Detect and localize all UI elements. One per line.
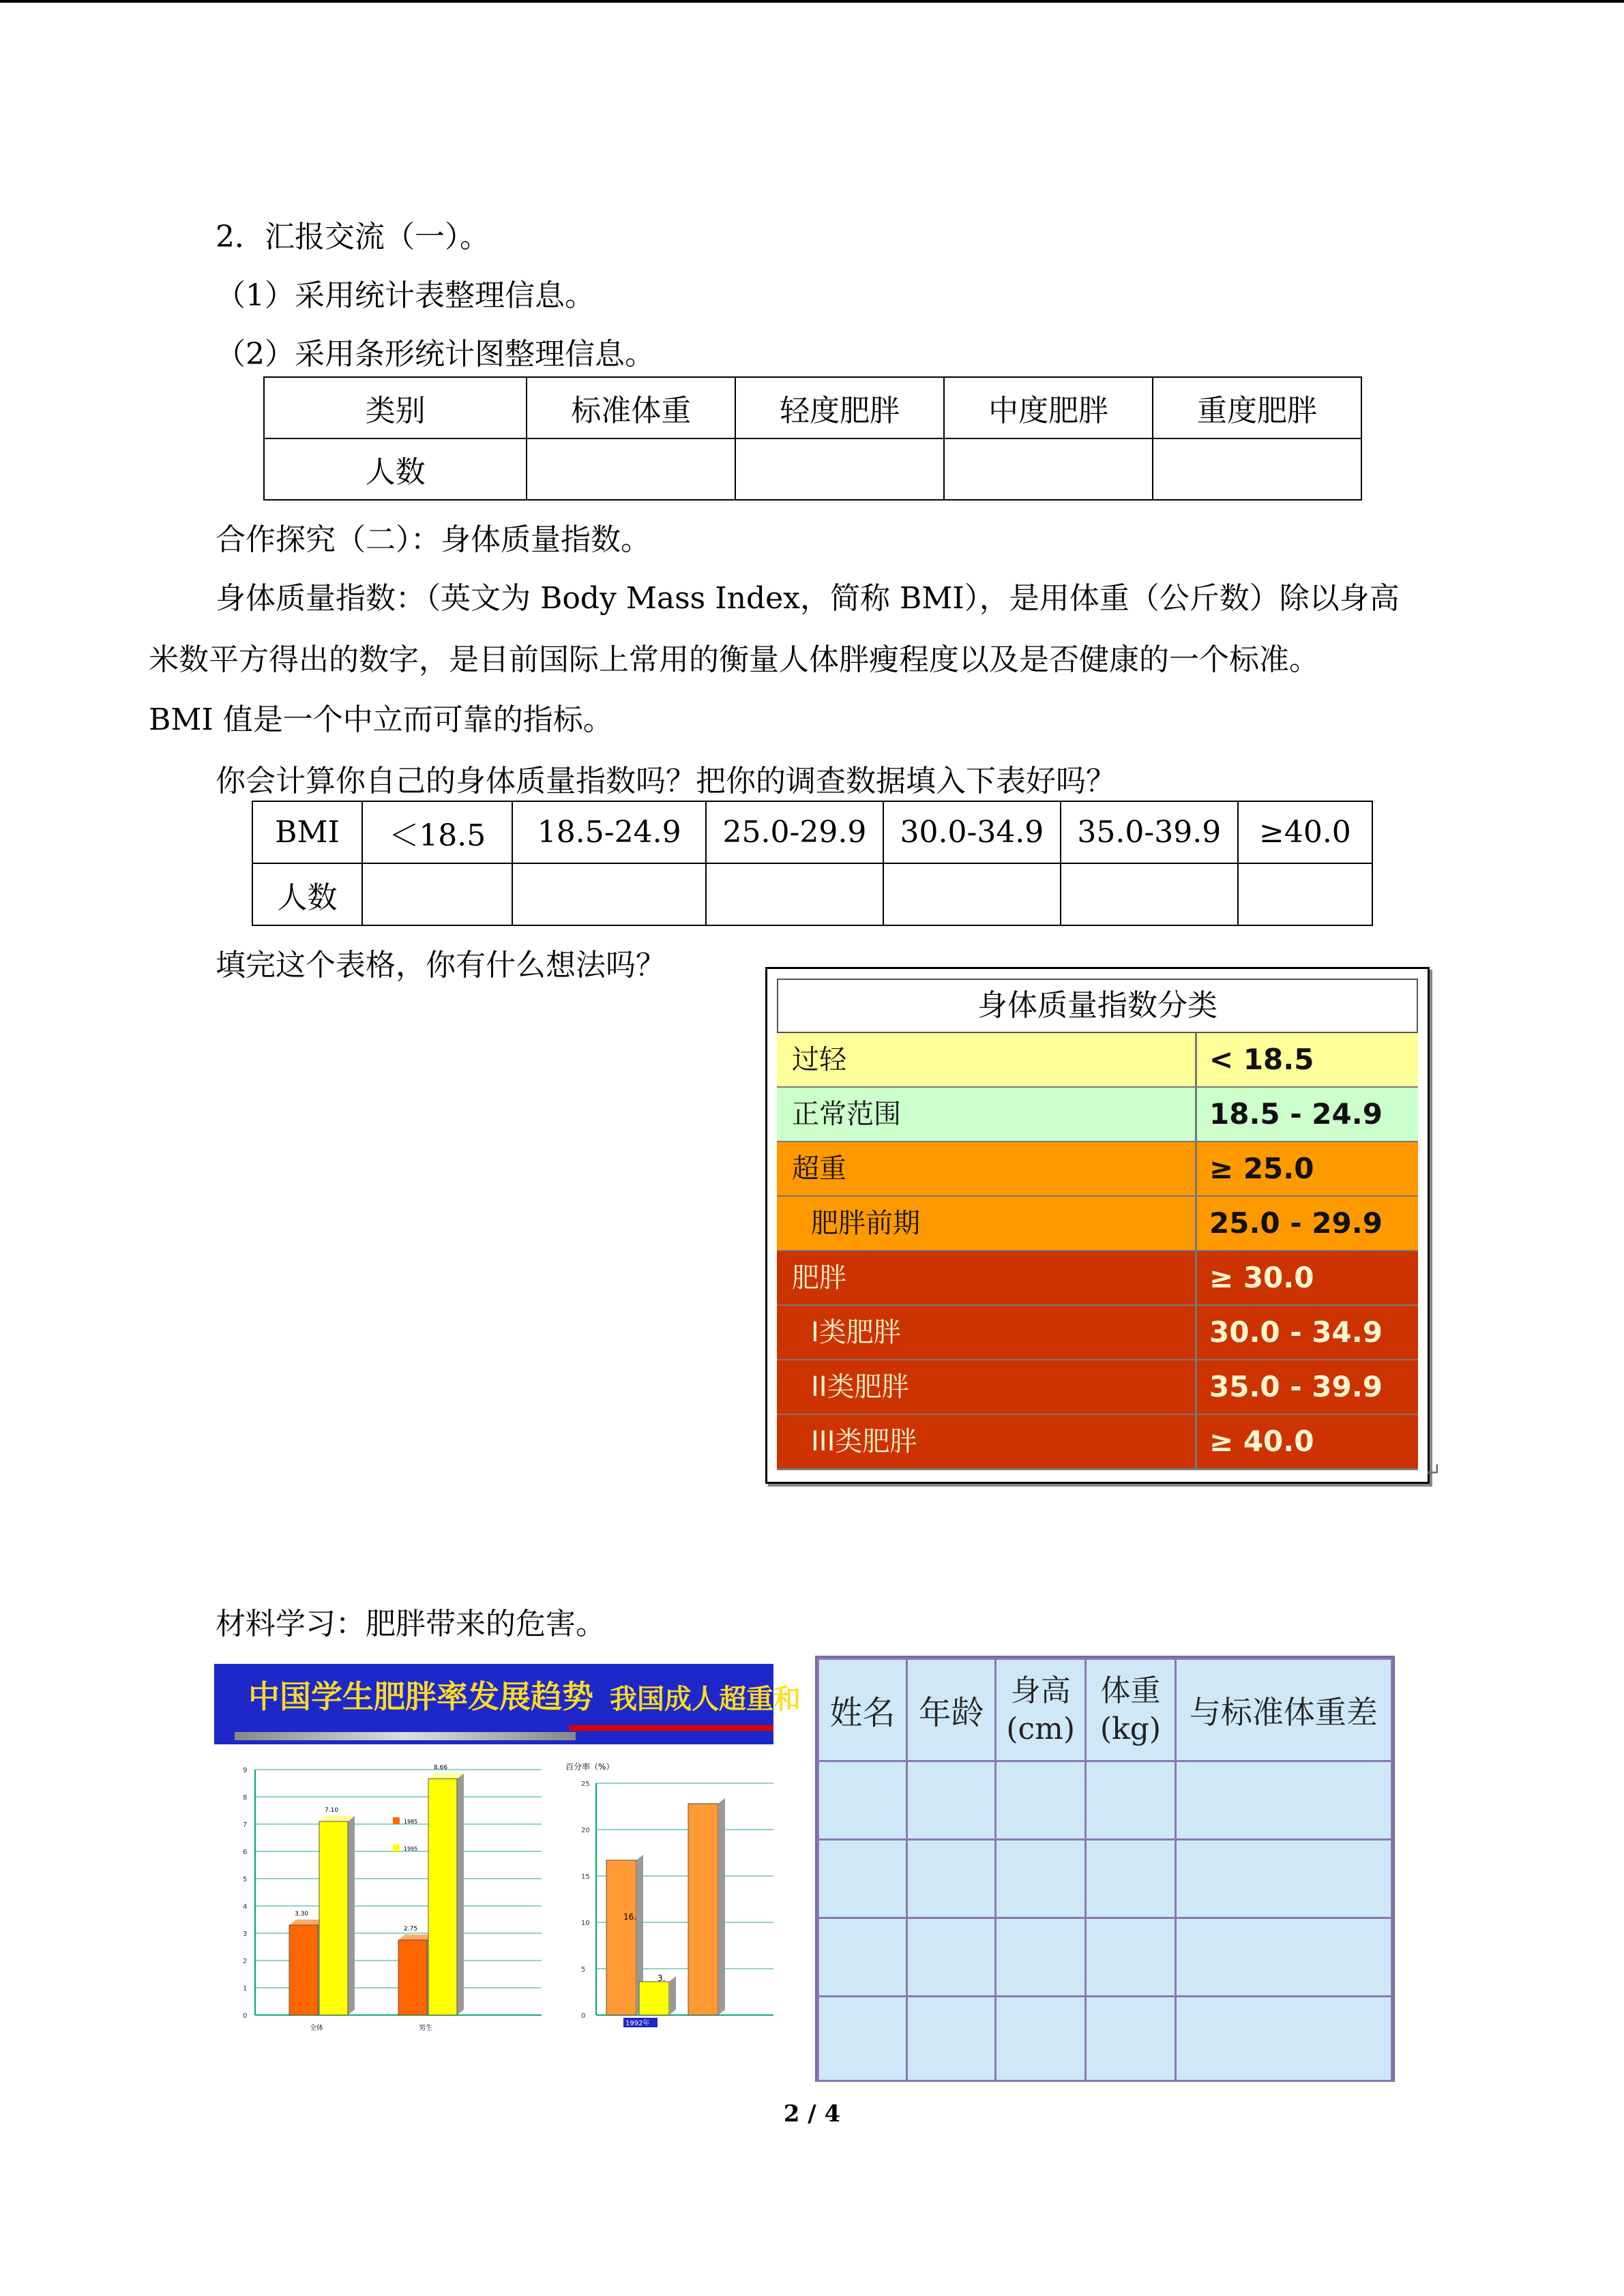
chart-left-legend-label: 1985: [404, 1819, 418, 1825]
bmi-class-label: II类肥胖: [777, 1360, 1197, 1414]
bmi-class-label: 过轻: [777, 1033, 1197, 1086]
table1-header: 标准体重: [527, 377, 735, 438]
page-number: 2 / 4: [783, 2100, 841, 2128]
chart-left-ytick: 6: [243, 1849, 248, 1856]
chart-left-bar: [319, 1821, 348, 2015]
bmi-class-value: ≥ 30.0: [1209, 1261, 1314, 1294]
hw-cell[interactable]: [1175, 1840, 1391, 1918]
bmi-class-row: [777, 1197, 1418, 1252]
hw-cell[interactable]: [818, 1761, 907, 1840]
chart-left-ytick: 3: [243, 1930, 248, 1938]
hw-cell[interactable]: [1086, 1918, 1176, 1997]
bmi-class-row: [777, 1088, 1418, 1143]
hw-cell[interactable]: [1175, 1918, 1391, 1997]
section2-item1: （1）采用统计表整理信息。: [216, 278, 595, 313]
hw-header-height: 身高 (cm): [996, 1659, 1086, 1761]
material-heading: 材料学习：肥胖带来的危害。: [216, 1607, 606, 1641]
chart-left-data-label: 2.75: [404, 1926, 418, 1933]
table2-cell[interactable]: [1061, 863, 1238, 925]
chart-right-bar-side: [718, 1798, 725, 2015]
chart-right-footnote: 数据来源：中国卫生部、中国营养学会...: [613, 2039, 724, 2046]
bmi-class-row: [777, 1415, 1418, 1470]
bmi-class-row: [777, 1360, 1418, 1416]
hw-cell[interactable]: [907, 1997, 996, 2081]
table2-cell[interactable]: [512, 863, 706, 925]
bmi-class-value: 18.5 - 24.9: [1209, 1097, 1383, 1131]
hw-cell[interactable]: [996, 1761, 1086, 1840]
table1-cell[interactable]: [1153, 438, 1361, 500]
hw-cell[interactable]: [996, 1997, 1086, 2081]
hw-table: [817, 1658, 1393, 2082]
chart-right-title: 我国成人超重和: [610, 1684, 801, 1715]
table1-header: 类别: [264, 377, 527, 438]
hw-cell[interactable]: [1086, 1761, 1176, 1840]
chart-right-ytick: 15: [581, 1873, 590, 1881]
hw-cell[interactable]: [907, 1918, 996, 1997]
table1-cell[interactable]: [735, 438, 944, 500]
handwritten-weight-table-image: [815, 1656, 1395, 2082]
chart-right-bar: [606, 1860, 636, 2015]
chart-left-ytick: 0: [243, 2012, 248, 2020]
chart-right-year-label: 1992年: [625, 2020, 650, 2027]
chart-right-ytick: 5: [581, 1966, 586, 1973]
chart-left-ytick: 9: [243, 1767, 248, 1774]
hw-cell[interactable]: [818, 1997, 907, 2081]
chart-right-ytick: 25: [581, 1780, 590, 1788]
table2-row-label: 人数: [252, 863, 362, 925]
explore2-heading: 合作探究（二）：身体质量指数。: [216, 522, 651, 557]
chart-right-bar-side: [669, 1976, 676, 2015]
hw-cell[interactable]: [907, 1840, 996, 1918]
fill-question: 填完这个表格，你有什么想法吗？: [216, 948, 666, 983]
table2-cell[interactable]: [1238, 863, 1372, 925]
chart-right-ytick: 10: [581, 1920, 590, 1927]
chart-left-data-label: 7.10: [325, 1807, 339, 1814]
chart-right-bar: [639, 1982, 669, 2015]
chart-right-bar: [688, 1804, 718, 2015]
hw-cell[interactable]: [818, 1918, 907, 1997]
hw-cell[interactable]: [1086, 1997, 1176, 2081]
hw-header-age: 年龄: [907, 1659, 996, 1761]
bmi-class-value: ≥ 25.0: [1209, 1152, 1314, 1185]
table2-cell[interactable]: [883, 863, 1061, 925]
table1-header: 中度肥胖: [944, 377, 1153, 438]
chart-left-ytick: 1: [243, 1985, 248, 1993]
table1-header: 重度肥胖: [1153, 377, 1361, 438]
bmi-class-value: 25.0 - 29.9: [1209, 1206, 1383, 1240]
explore2-para-line2: 米数平方得出的数字，是目前国际上常用的衡量人体胖瘦程度以及是否健康的一个标准。: [149, 642, 1319, 677]
table2-cell[interactable]: [362, 863, 512, 925]
chart-left-data-label: 8.66: [434, 1764, 448, 1772]
table2-header: ＜18.5: [362, 801, 512, 863]
return-mark-icon: ↵: [1424, 1459, 1442, 1483]
bmi-class-value: 35.0 - 39.9: [1209, 1370, 1383, 1403]
top-border-line: [0, 0, 1624, 3]
bmi-survey-table: [252, 801, 1373, 926]
hw-cell[interactable]: [907, 1761, 996, 1840]
chart-left-title: 中国学生肥胖率发展趋势: [248, 1678, 593, 1715]
chart-left-legend-swatch: [393, 1845, 400, 1851]
bmi-class-value: ≥ 40.0: [1209, 1425, 1314, 1458]
chart-right-data-label: 16.: [623, 1912, 637, 1922]
table2-header: ≥40.0: [1238, 801, 1372, 863]
hw-cell[interactable]: [996, 1840, 1086, 1918]
hw-header-diff: 与标准体重差: [1175, 1659, 1391, 1761]
bmi-class-row: [777, 1142, 1418, 1197]
table2-cell[interactable]: [706, 863, 883, 925]
bmi-class-label: 肥胖前期: [777, 1197, 1197, 1250]
table2-header: 35.0-39.9: [1061, 801, 1238, 863]
bmi-classification-title: 身体质量指数分类: [777, 979, 1418, 1033]
hw-cell[interactable]: [1086, 1840, 1176, 1918]
table2-header: 30.0-34.9: [883, 801, 1061, 863]
chart-left-legend-swatch: [393, 1817, 400, 1824]
table2-header: 18.5-24.9: [512, 801, 706, 863]
table2-header: 25.0-29.9: [706, 801, 883, 863]
chart-right-data-label: 3.: [658, 1973, 666, 1983]
chart-right-ytick: 20: [581, 1827, 590, 1834]
chart-left-bar-side: [457, 1774, 464, 2015]
bmi-class-label: 肥胖: [777, 1251, 1197, 1304]
chart-left-ytick: 7: [243, 1821, 248, 1829]
chart-left-category-label: 全体: [310, 2025, 323, 2032]
chart-left-data-label: 3.30: [295, 1911, 309, 1918]
hw-cell[interactable]: [996, 1918, 1086, 1997]
bmi-class-label: 正常范围: [777, 1088, 1197, 1141]
bmi-class-value: 30.0 - 34.9: [1209, 1315, 1383, 1349]
hw-cell[interactable]: [1175, 1761, 1391, 1840]
hw-header-weight: 体重 (kg): [1086, 1659, 1176, 1761]
section2-heading: 2．汇报交流（一）。: [216, 220, 490, 254]
table2-header: BMI: [252, 801, 362, 863]
table1-row-label: 人数: [264, 438, 527, 500]
explore2-para-line3: BMI 值是一个中立而可靠的指标。: [149, 702, 613, 737]
chart-left-legend-label: 1995: [404, 1846, 418, 1852]
bmi-class-value: < 18.5: [1209, 1043, 1314, 1076]
chart-left-ytick: 8: [243, 1794, 248, 1802]
hw-cell[interactable]: [1175, 1997, 1391, 2081]
bmi-class-label: 超重: [777, 1142, 1197, 1195]
chart-right-footnote: 超重：25≤BMI<30，肥...: [613, 2048, 688, 2055]
chart-right-ylabel: 百分率（%）: [565, 1762, 615, 1772]
table1-cell[interactable]: [527, 438, 735, 500]
chart-left-ytick: 5: [243, 1876, 248, 1883]
chart-left-bar-side: [348, 1816, 355, 2015]
section2-item2: （2）采用条形统计图整理信息。: [216, 337, 655, 372]
explore2-para-line1: 身体质量指数：（英文为 Body Mass Index，简称 BMI），是用体重（公斤数）除以身高: [216, 581, 1400, 616]
chart-left-bar: [398, 1940, 427, 2015]
hw-header-name: 姓名: [818, 1659, 907, 1761]
table1-cell[interactable]: [944, 438, 1153, 500]
category-table: [263, 376, 1362, 501]
chart-left-category-label: 男生: [419, 2025, 432, 2032]
obesity-charts-svg: [214, 1664, 773, 2056]
bmi-class-label: III类肥胖: [777, 1415, 1197, 1468]
chart-right-ytick: 0: [581, 2012, 586, 2020]
chart-left-bar: [289, 1925, 318, 2015]
hw-cell[interactable]: [818, 1840, 907, 1918]
bmi-class-label: I类肥胖: [777, 1306, 1197, 1359]
bmi-class-row: [777, 1033, 1418, 1088]
bmi-class-row: [777, 1306, 1418, 1361]
table1-header: 轻度肥胖: [735, 377, 944, 438]
chart-left-bar: [428, 1779, 457, 2015]
chart-left-bg: [214, 1744, 555, 2056]
obesity-charts-image: [214, 1664, 801, 2056]
chart-left-ytick: 4: [243, 1903, 248, 1911]
chart-left-ytick: 2: [243, 1958, 248, 1965]
explore2-question: 你会计算你自己的身体质量指数吗？把你的调查数据填入下表好吗？: [216, 764, 1116, 799]
bmi-classification-image: [765, 967, 1430, 1484]
bmi-class-row: [777, 1251, 1418, 1307]
